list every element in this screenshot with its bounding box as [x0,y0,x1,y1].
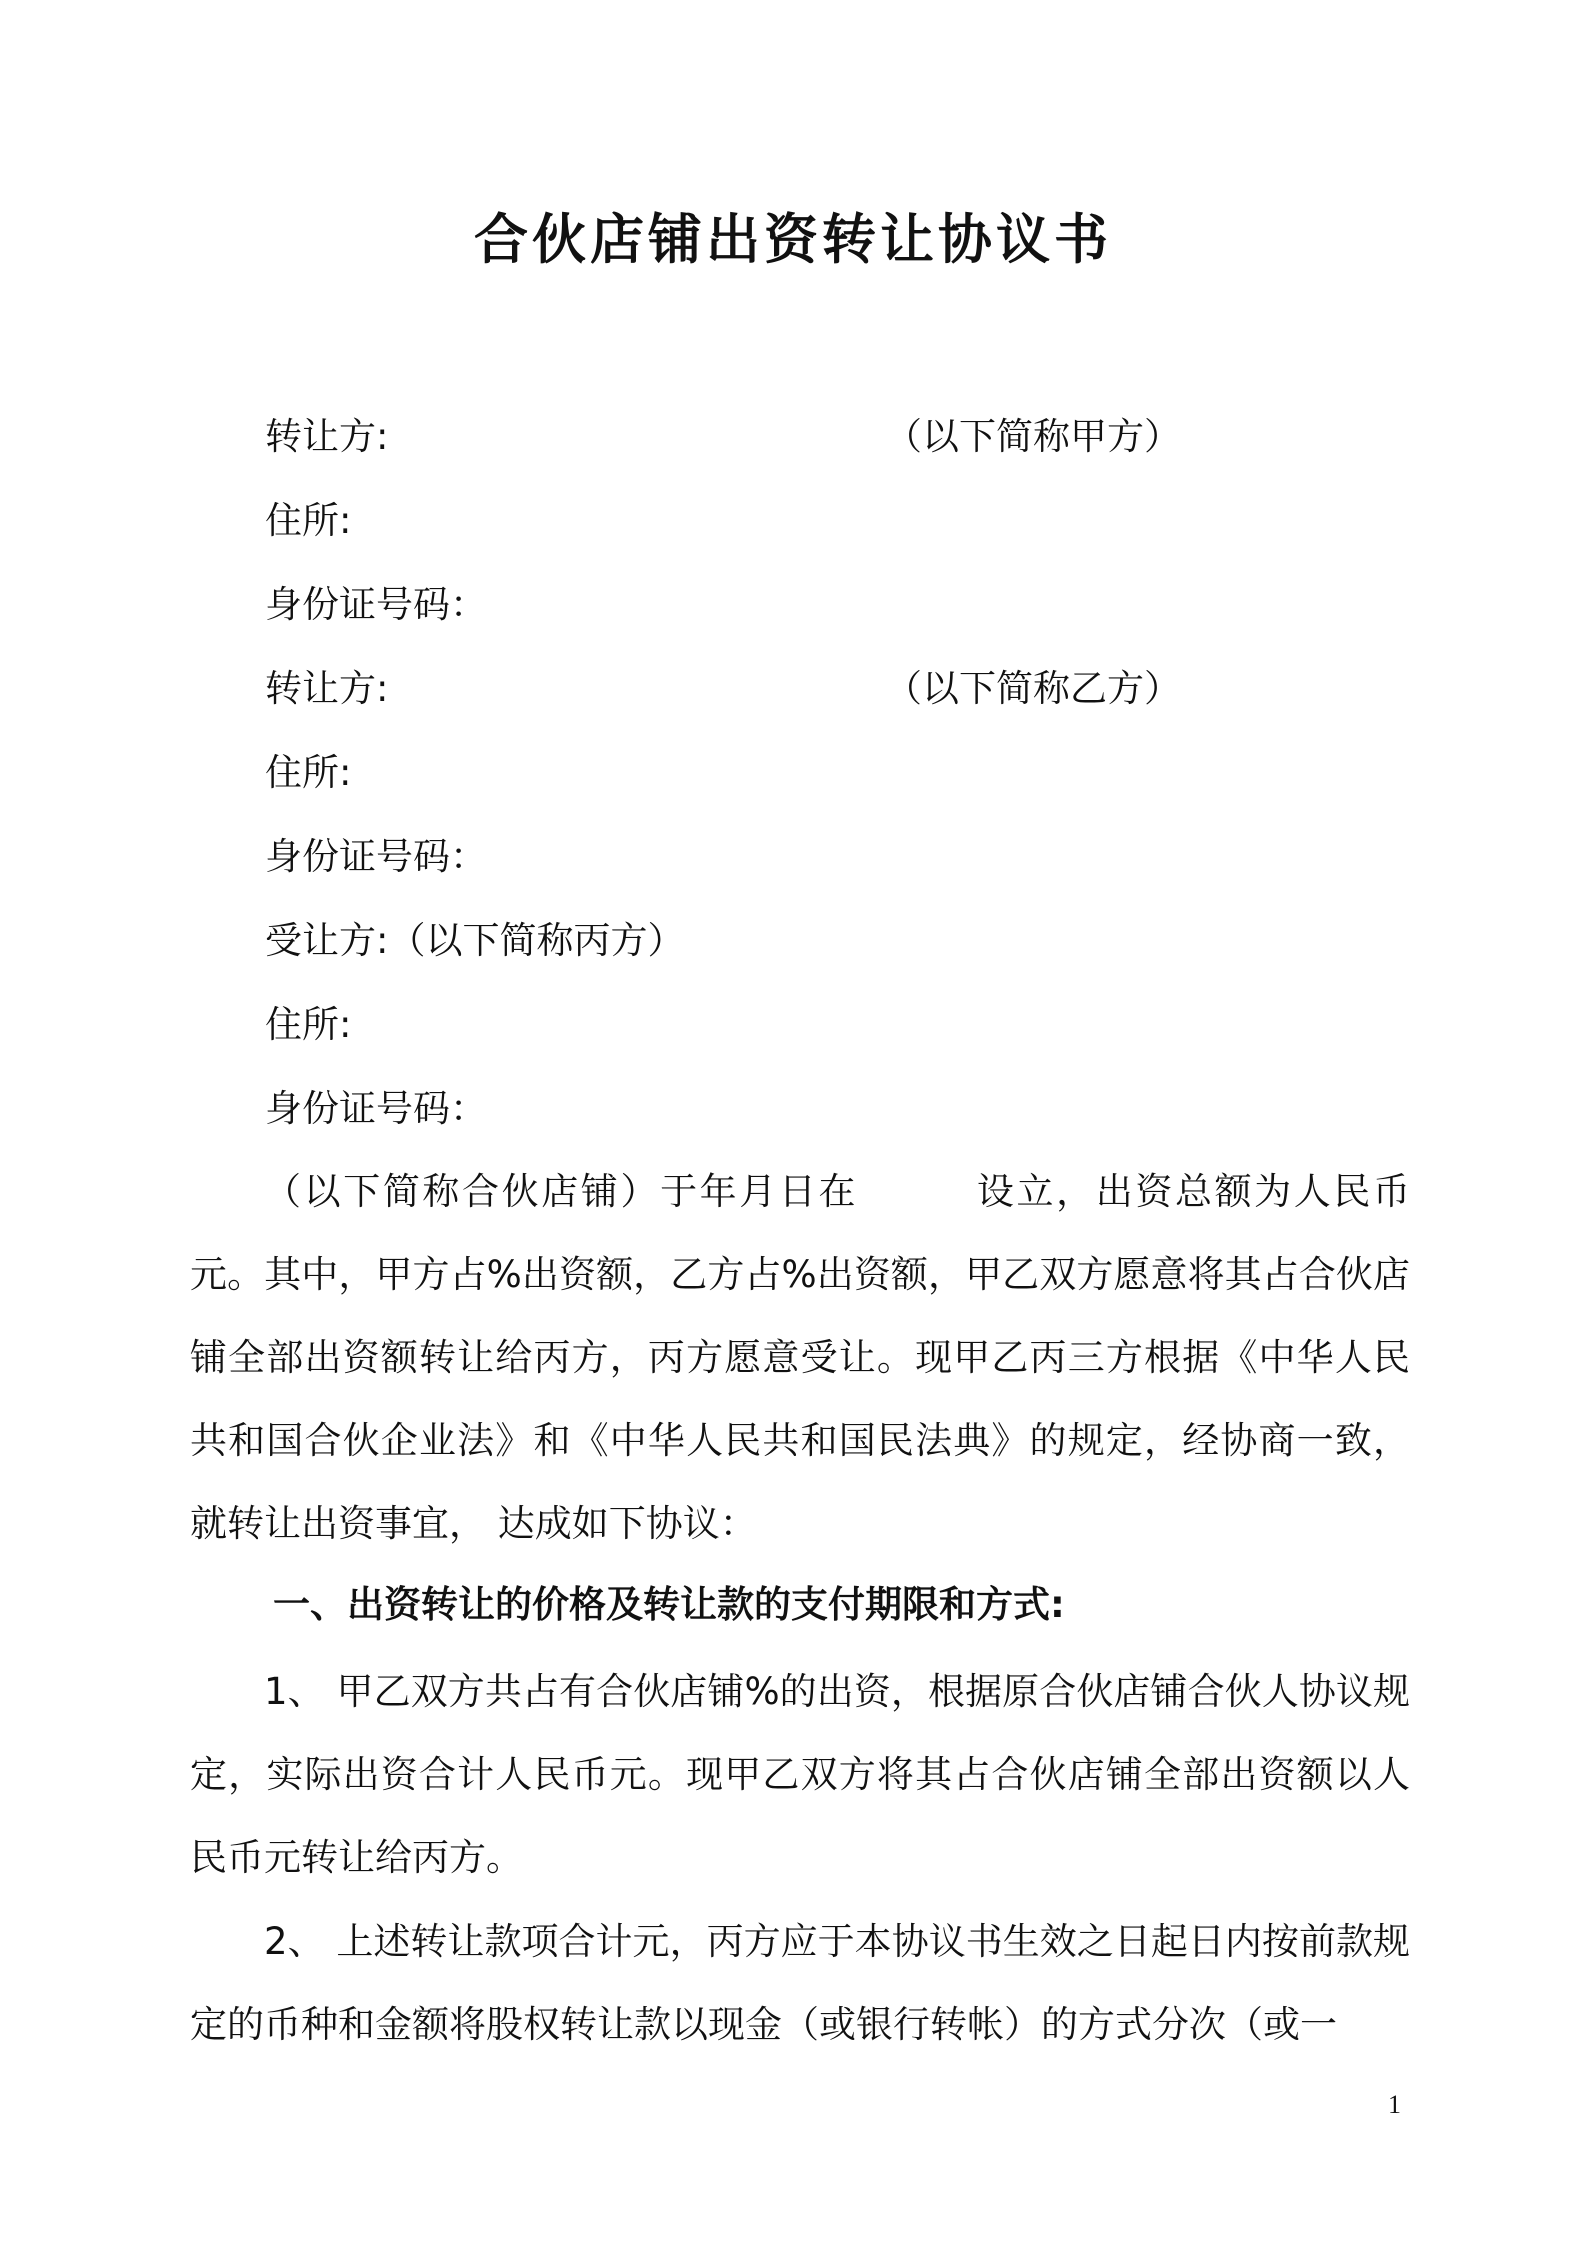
party-a-line [265,412,1181,462]
page-number: 1 [1388,2090,1401,2119]
party-a-abbreviation: （以下简称甲方） [885,415,1181,458]
party-b-label: 转让方: [265,667,389,710]
section-1-heading: 一、出资转让的价格及转让款的支付期限和方式: [273,1583,1065,1626]
party-b-abbreviation: （以下简称乙方） [885,667,1181,710]
party-a-label: 转让方: [265,415,389,458]
party-a-address-label: 住所: [265,499,352,542]
clause-2: 2、 上述转让款项合计元，丙方应于本协议书生效之日起日内按前款规定的币种和金额将股权转让款以现金（或银行转帐）的方式分次（或一 [190,1920,1410,2046]
party-a-id-label: 身份证号码： [265,583,487,626]
clause-1: 1、 甲乙双方共占有合伙店铺%的出资，根据原合伙店铺合伙人协议规定，实际出资合计人民币元。现甲乙双方将其占合伙店铺全部出资额以人民币元转让给丙方。 [190,1670,1410,1879]
party-b-address-label: 住所: [265,751,352,794]
party-b-line [265,664,1181,714]
party-c-label: 受让方:（以下简称丙方） [265,919,685,962]
party-b-id-label: 身份证号码： [265,835,487,878]
intro-paragraph: （以下简称合伙店铺）于年月日在 设立，出资总额为人民币元。其中，甲方占%出资额，乙方占%出资额，甲乙双方愿意将其占合伙店铺全部出资额转让给丙方，丙方愿意受让。现甲乙丙三方根据《中华人民共和国合伙企业法》和《中华人民共和国民法典》的规定，经协商一致，就转让出资事宜， 达成如下协议： [190,1170,1410,1545]
party-c-address-label: 住所: [265,1003,352,1046]
document-title: 合伙店铺出资转让协议书 [474,208,1112,271]
party-c-id-label: 身份证号码： [265,1087,487,1130]
